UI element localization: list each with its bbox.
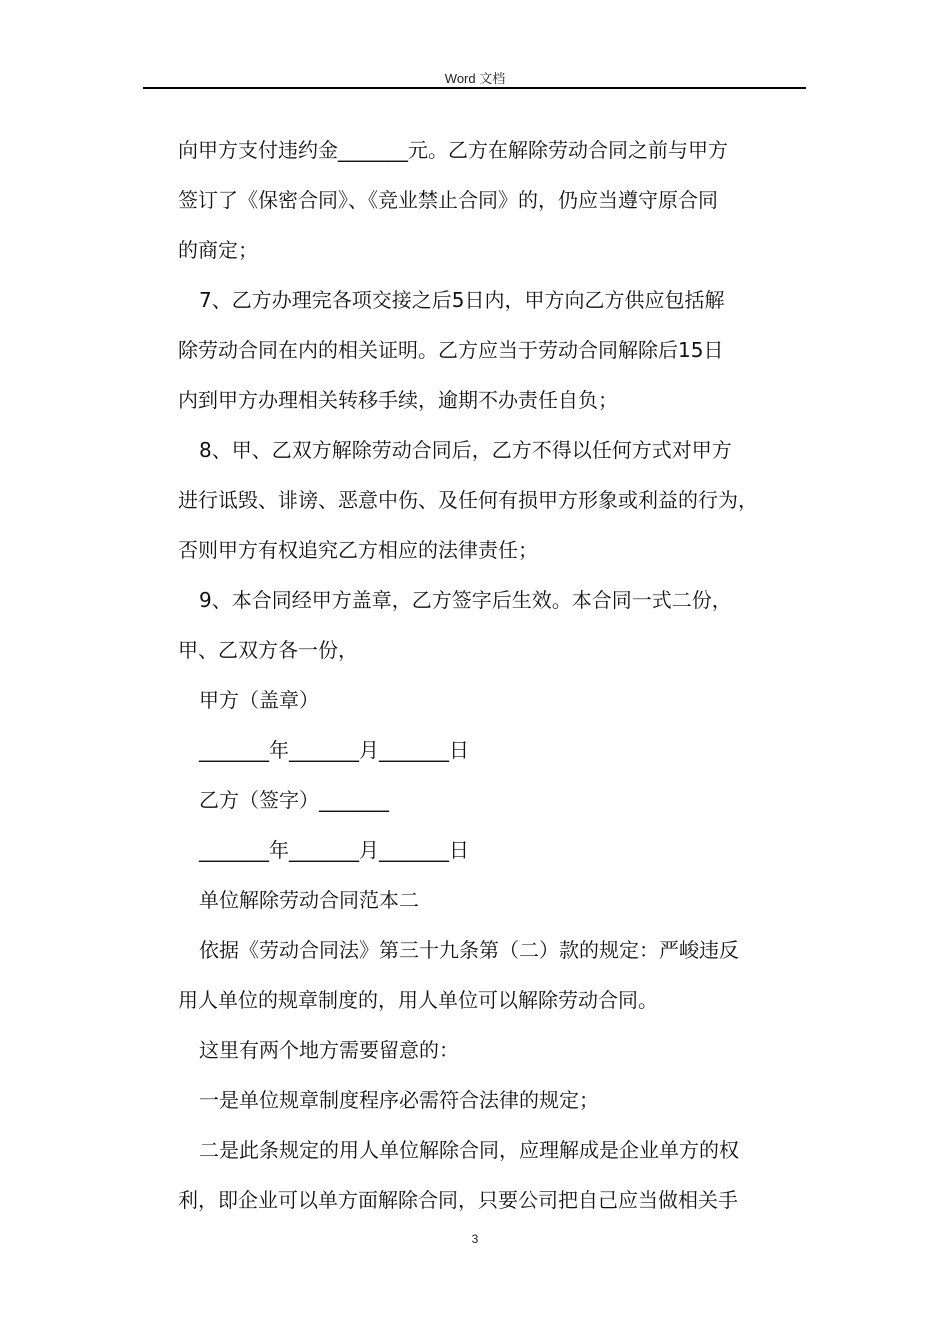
- paragraph-line: 甲、乙双方各一份，: [178, 638, 358, 662]
- paragraph-line: 签订了《保密合同》、《竞业禁止合同》的，仍应当遵守原合同: [178, 188, 718, 212]
- signature-label-party-b: 乙方（签字）_______: [199, 788, 389, 812]
- paragraph-line: 向甲方支付违约金_______元。乙方在解除劳动合同之前与甲方: [178, 138, 728, 162]
- paragraph-line: 用人单位的规章制度的，用人单位可以解除劳动合同。: [178, 988, 658, 1012]
- paragraph-line: 9、本合同经甲方盖章，乙方签字后生效。本合同一式二份，: [199, 588, 732, 612]
- paragraph-line: 这里有两个地方需要留意的：: [199, 1038, 459, 1062]
- paragraph-line: 否则甲方有权追究乙方相应的法律责任；: [178, 538, 538, 562]
- paragraph-line: 利，即企业可以单方面解除合同，只要公司把自己应当做相关手: [178, 1188, 738, 1212]
- header-title: Word 文档: [444, 71, 506, 86]
- paragraph-line: 内到甲方办理相关转移手续，逾期不办责任自负；: [178, 388, 618, 412]
- paragraph-line: 的商定；: [178, 238, 258, 262]
- document-body: [178, 130, 818, 1230]
- paragraph-line: 依据《劳动合同法》第三十九条第（二）款的规定：严峻违反: [199, 938, 739, 962]
- date-line-party-b: _______年_______月_______日: [199, 838, 469, 862]
- page-number: 3: [471, 1232, 479, 1246]
- header-divider: [143, 87, 806, 89]
- paragraph-line: 7、乙方办理完各项交接之后5日内，甲方向乙方供应包括解: [199, 288, 725, 312]
- section-heading: 单位解除劳动合同范本二: [199, 888, 419, 912]
- signature-label-party-a: 甲方（盖章）: [199, 688, 319, 712]
- paragraph-line: 除劳动合同在内的相关证明。乙方应当于劳动合同解除后15日: [178, 338, 724, 362]
- paragraph-line: 进行诋毁、诽谤、恶意中伤、及任何有损甲方形象或利益的行为，: [178, 488, 758, 512]
- paragraph-line: 一是单位规章制度程序必需符合法律的规定；: [199, 1088, 599, 1112]
- paragraph-line: 8、甲、乙双方解除劳动合同后，乙方不得以任何方式对甲方: [199, 438, 732, 462]
- paragraph-line: 二是此条规定的用人单位解除合同，应理解成是企业单方的权: [199, 1138, 739, 1162]
- date-line-party-a: _______年_______月_______日: [199, 738, 469, 762]
